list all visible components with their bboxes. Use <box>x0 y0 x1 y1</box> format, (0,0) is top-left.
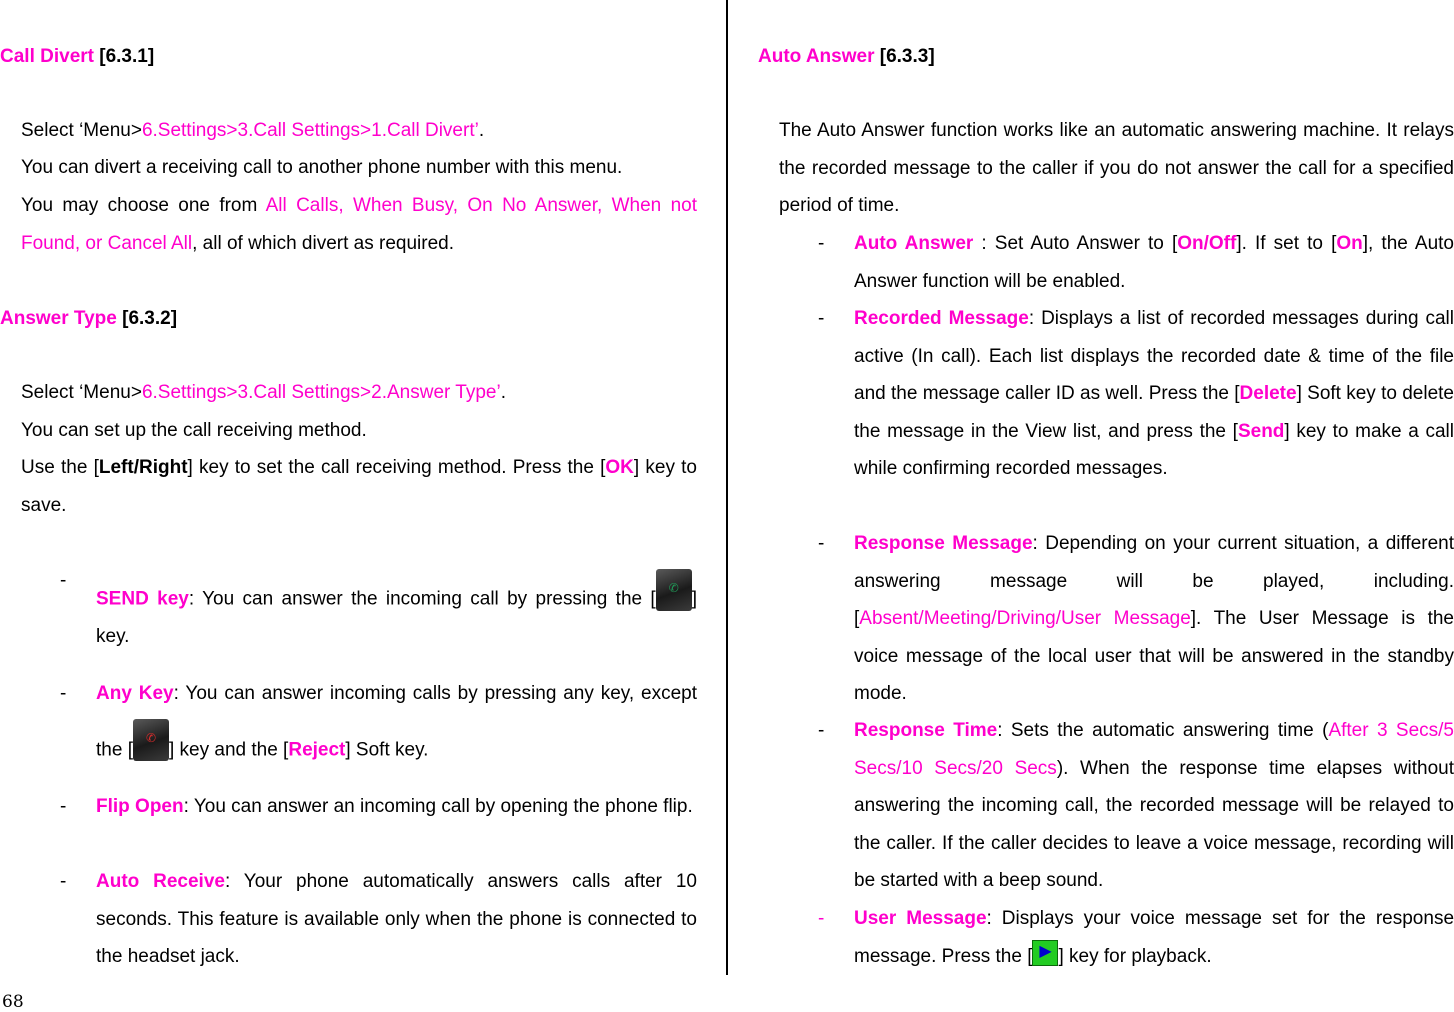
text: : Displays your voice message set for the response message. Press the [ <box>854 908 1454 967</box>
list-item-text <box>854 225 1454 300</box>
text: : Sets the automatic answering time ( <box>997 720 1329 741</box>
list-item-text <box>96 562 697 656</box>
text: ). When the response time elapses without answering the incoming call, the recorded message will be relayed to the caller. If the caller decides to leave a voice message, recording will be started with a beep sound. <box>854 757 1454 891</box>
text: : You can answer the incoming call by pressing the [ <box>188 588 656 610</box>
heading-title: Answer Type <box>0 308 117 329</box>
send-key-icon: ✆ <box>656 569 692 611</box>
item-label: Response Message <box>854 533 1033 554</box>
bullet-dash: - <box>818 308 825 329</box>
section-heading-auto-answer <box>758 46 935 68</box>
key-name: Send <box>1237 420 1285 442</box>
key-name: OK <box>605 457 634 478</box>
heading-title: Call Divert <box>0 46 94 67</box>
bullet-dash: - <box>818 533 825 554</box>
auto-answer-intro: The Auto Answer function works like an automatic answering machine. It relays the recorded message to the caller if you do not answer the call for a specified period of time. <box>779 120 1454 216</box>
section-heading-answer-type <box>0 308 177 330</box>
menu-path: 6.Settings>3.Call Settings>1.Call Divert’ <box>141 120 479 141</box>
item-label: User Message <box>854 908 987 929</box>
text: : You can answer incoming calls by pressing any key, except the [ <box>96 683 697 760</box>
text: ] Soft key to delete the message in the View list, and press the [ <box>854 383 1454 442</box>
text: : Depending on your current situation, a different answering message will be played, including. [ <box>854 533 1454 629</box>
answer-type-description: You can set up the call receiving method. <box>21 420 367 441</box>
heading-code: [6.3.1] <box>93 46 155 67</box>
text: You may choose one from <box>21 195 266 216</box>
bullet-dash: - <box>60 570 67 591</box>
call-divert-menu-path <box>21 112 697 150</box>
text: Use the [ <box>21 457 99 478</box>
text: ] key to save. <box>21 457 697 516</box>
text: . <box>478 120 485 141</box>
list-item-text <box>854 525 1454 713</box>
bullet-dash: - <box>60 683 67 704</box>
text: . <box>500 382 506 403</box>
text: ] key for playback. <box>1058 945 1212 967</box>
column-divider <box>726 0 728 975</box>
heading-code: [6.3.3] <box>874 46 935 67</box>
heading-code: [6.3.2] <box>116 308 178 329</box>
item-label: Any Key <box>96 683 174 704</box>
list-item-text <box>96 788 697 826</box>
bullet-dash: - <box>818 720 825 741</box>
menu-path: 6.Settings>3.Call Settings>2.Answer Type’ <box>141 382 501 403</box>
list-item-text <box>96 863 697 976</box>
bullet-dash: - <box>60 871 67 892</box>
text: : You can answer an incoming call by opening the phone flip. <box>183 796 693 817</box>
text: Select ‘Menu> <box>21 120 142 141</box>
key-name: Left/Right <box>98 457 188 478</box>
list-item-text <box>854 712 1454 900</box>
list-item-text <box>96 675 697 769</box>
text: : Set Auto Answer to [ <box>973 233 1178 254</box>
answer-type-menu-path <box>21 374 697 412</box>
answer-type-instructions <box>21 449 697 524</box>
text: ] key and the [ <box>168 739 289 760</box>
option-list: All Calls, When Busy, On No Answer, When not Found, or Cancel All <box>21 195 697 254</box>
item-label: Recorded Message <box>854 308 1029 329</box>
text: ], the Auto Answer function will be enabled. <box>854 233 1454 292</box>
bullet-dash: - <box>60 796 67 817</box>
heading-title: Auto Answer <box>758 46 875 67</box>
section-heading-call-divert <box>0 46 154 68</box>
item-label: Flip Open <box>96 796 184 817</box>
text: ]. If set to [ <box>1236 233 1337 254</box>
end-key-icon: ✆ <box>133 719 169 761</box>
bullet-dash: - <box>818 233 825 254</box>
list-item-text <box>854 900 1454 975</box>
item-label: Auto Receive <box>96 871 225 892</box>
text: ] key. <box>96 588 697 647</box>
page-number: 68 <box>2 992 24 1012</box>
bullet-dash: - <box>818 908 825 929</box>
item-label: Response Time <box>854 720 998 741</box>
text: ] key to make a call while confirming recorded messages. <box>854 420 1454 479</box>
item-label: SEND key <box>96 588 189 610</box>
call-divert-description: You can divert a receiving call to another phone number with this menu. <box>21 157 623 178</box>
text: ] key to set the call receiving method. Press the [ <box>187 457 606 478</box>
option-list: Absent/Meeting/Driving/User Message <box>859 608 1191 629</box>
option-list: After 3 Secs/5 Secs/10 Secs/20 Secs <box>854 720 1454 779</box>
option-value: On/Off <box>1177 233 1237 254</box>
call-divert-options <box>21 187 697 262</box>
text: Select ‘Menu> <box>21 382 142 403</box>
key-name: Delete <box>1239 383 1297 404</box>
text: ]. The User Message is the voice message of the local user that will be answered in the standby mode. <box>854 608 1454 704</box>
text: : Your phone automatically answers calls after 10 seconds. This feature is available only when the phone is connected to the headset jack. <box>96 871 698 967</box>
option-value: On <box>1336 233 1363 254</box>
text: ] Soft key. <box>345 739 429 760</box>
text: : Displays a list of recorded messages during call active (In call). Each list displays the recorded date & time of the file and the message caller ID as well. Press the [ <box>854 308 1454 404</box>
list-item-text <box>854 300 1454 488</box>
text: , all of which divert as required. <box>192 232 454 254</box>
play-key-icon: ▶ <box>1032 940 1058 966</box>
key-name: Reject <box>288 739 346 760</box>
item-label: Auto Answer <box>854 233 974 254</box>
